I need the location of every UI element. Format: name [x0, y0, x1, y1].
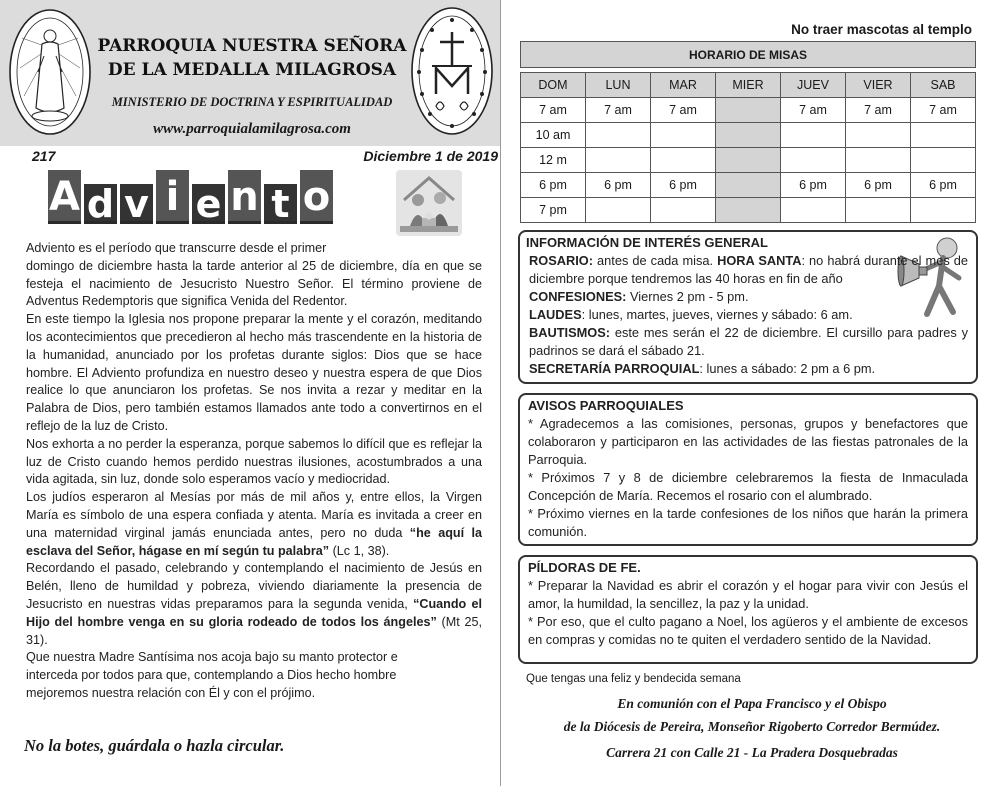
info-label: CONFESIONES: [529, 289, 627, 304]
parish-title-line2: DE LA MEDALLA MILAGROSA [107, 60, 397, 80]
notice-item: * Próximos 7 y 8 de diciembre celebraremos la fiesta de Inmaculada Concepción de María. Recemos el rosario con el alumbrado. [528, 470, 968, 503]
communion-line: En comunión con el Papa Francisco y el Obispo [617, 696, 887, 711]
scripture-reference: (Mt 25, 31). [26, 614, 482, 647]
table-row [521, 148, 976, 173]
table-cell [781, 198, 846, 223]
table-cell: 6 pm [911, 173, 976, 198]
ministry-name: MINISTERIO DE DOCTRINA Y ESPIRITUALIDAD [111, 95, 393, 109]
table-cell [846, 198, 911, 223]
faith-pills-title: PÍLDORAS DE FE. [528, 560, 641, 575]
table-cell [716, 123, 781, 148]
communion-line: de la Diócesis de Pereira, Monseñor Rigoberto Corredor Bermúdez. [563, 719, 941, 734]
pets-notice: No traer mascotas al templo [791, 22, 972, 37]
article-paragraph: En este tiempo la Iglesia nos propone preparar la mente y el corazón, meditando los acontecimientos que precedieron al hecho más trascendente en la historia de la humanidad, anunciado por los profetas durante siglos: Dios que se hace hombre. El Adviento profundiza en nuestro deseo y nuestra espera de que Dios realice lo que anunciaron los profetas. Se nos invita a rezar y meditar en la Palabra de Dios, pero también estamos llamados ante todo a convertirnos en el reflejo de la luz de Cristo. [26, 312, 482, 433]
day-header: MIER [716, 73, 781, 98]
parish-address: Carrera 21 con Calle 21 - La Pradera Dosquebradas [606, 745, 898, 760]
table-cell: 7 am [846, 98, 911, 123]
article-paragraph [26, 489, 482, 560]
scripture-quote: “he aquí la esclava del Señor, hágase en mí según tu palabra” [26, 525, 482, 558]
advent-letter: i [156, 170, 189, 224]
info-text: : lunes a sábado: 2 pm a 6 pm. [699, 361, 876, 376]
advent-letter: t [264, 184, 297, 224]
parish-notices-title: AVISOS PARROQUIALES [528, 398, 684, 413]
article-paragraph: Nos exhorta a no perder la esperanza, porque sabemos lo difícil que es reflejar la luz de Cristo cuando hemos perdido nuestras ilusiones, acostumbrados a una vida agitada, sin luz, donde solo esperamos vacío y mediocridad. [26, 436, 482, 487]
table-cell [781, 148, 846, 173]
communion-statement [504, 692, 1000, 738]
info-laudes [526, 306, 968, 324]
weekly-wish: Que tengas una feliz y bendecida semana [526, 673, 741, 685]
article-paragraph: interceda por todos para que, contemplando a Dios hecho hombre [26, 668, 397, 683]
masthead [0, 0, 500, 146]
table-cell [911, 198, 976, 223]
day-header: JUEV [781, 73, 846, 98]
virgin-mary-medal-icon [8, 8, 92, 136]
info-text: Viernes 2 pm - 5 pm. [626, 289, 749, 304]
advent-title [48, 170, 333, 224]
issue-number: 217 [32, 148, 56, 164]
faith-pill-item: * Por eso, que el culto pagano a Noel, los agüeros y el ambiente de excesos en compras y comidas no te quiten el verdadero sentido de la Navidad. [528, 614, 968, 647]
info-text: antes de cada misa. [593, 253, 718, 268]
table-cell [911, 123, 976, 148]
scripture-quote: “Cuando el Hijo del hombre venga en su gloria rodeado de todos los ángeles” [26, 596, 483, 629]
table-cell [716, 98, 781, 123]
info-label: SECRETARÍA PARROQUIAL [529, 361, 700, 376]
general-info-title: INFORMACIÓN DE INTERÉS GENERAL [526, 235, 768, 250]
article-paragraph [26, 560, 482, 649]
table-cell: 6 pm [586, 173, 651, 198]
table-cell [846, 148, 911, 173]
nativity-scene-icon [396, 170, 462, 236]
article-text: Los judíos esperaron al Mesías por más de mil años y, entre ellos, la Virgen María es símbolo de una espera confiada y atenta. María es invitada a creer en una maternidad virginal jamás enunciada antes, pero no duda [26, 490, 482, 540]
advent-letter: o [300, 170, 333, 224]
info-text: : lunes, martes, jueves, viernes y sábado: 6 am. [581, 307, 853, 322]
table-cell: 7 am [521, 98, 586, 123]
info-label: HORA SANTA [717, 253, 802, 268]
table-cell: 7 am [911, 98, 976, 123]
table-row [521, 173, 976, 198]
parish-title [96, 34, 408, 82]
info-rosario [526, 252, 968, 288]
table-cell [586, 148, 651, 173]
notice-item: * Próximo viernes en la tarde confesiones de los niños que harán la primera comunión. [528, 506, 968, 539]
table-row [521, 123, 976, 148]
miraculous-medal-reverse-icon [410, 6, 494, 136]
advent-letter: v [120, 184, 153, 224]
article-paragraph: mejoremos nuestra relación con Él y con el prójimo. [26, 685, 316, 700]
closing-note: No la botes, guárdala o hazla circular. [24, 736, 285, 755]
day-header: DOM [521, 73, 586, 98]
day-header: MAR [651, 73, 716, 98]
table-cell: 7 pm [521, 198, 586, 223]
parish-title-line1: PARROQUIA NUESTRA SEÑORA [97, 36, 407, 56]
table-row [521, 98, 976, 123]
advent-letter: n [228, 170, 261, 224]
article-paragraph: Adviento es el período que transcurre desde el primer [26, 241, 327, 255]
parish-notices-box [518, 393, 978, 546]
info-confesiones [526, 288, 968, 306]
article-paragraph: Que nuestra Madre Santísima nos acoja bajo su manto protector e [26, 650, 398, 665]
table-cell: 7 am [586, 98, 651, 123]
table-cell: 6 pm [846, 173, 911, 198]
table-cell: 7 am [781, 98, 846, 123]
website-url: www.parroquialamilagrosa.com [153, 121, 351, 137]
table-cell: 6 pm [521, 173, 586, 198]
general-info-box [518, 230, 978, 384]
advent-letter: A [48, 170, 81, 224]
table-cell [846, 123, 911, 148]
mass-schedule-table [520, 41, 976, 223]
page-fold [500, 0, 501, 786]
advent-letter: e [192, 184, 225, 224]
table-cell [651, 148, 716, 173]
advent-letter: d [84, 184, 117, 224]
table-cell [651, 198, 716, 223]
table-cell [911, 148, 976, 173]
table-cell [716, 148, 781, 173]
info-bautismos [526, 324, 968, 360]
notice-item: * Agradecemos a las comisiones, personas, grupos y benefactores que colaboraron y participaron en las actividades de las fiestas patronales de la Parroquia. [528, 416, 968, 467]
table-cell: 6 pm [651, 173, 716, 198]
article-text: Recordando el pasado, celebrando y contemplando el nacimiento de Jesús en Belén, lleno de humildad y pobreza, viviendo diariamente la presencia de Jesucristo en nuestras vidas preparamos para la segunda venida, [26, 561, 482, 611]
table-row [521, 198, 976, 223]
info-text: : no habrá durante el mes de diciembre porque tendremos las 40 horas en fin de año [529, 253, 968, 286]
info-text: este mes serán el 22 de diciembre. El cursillo para padres y padrinos se dará el sábado 21. [529, 325, 968, 358]
faith-pill-item: * Preparar la Navidad es abrir el corazón y el hogar para vivir con Jesús el amor, la humildad, la sencillez, la paz y la unidad. [528, 578, 968, 611]
day-header: VIER [846, 73, 911, 98]
table-cell: 12 m [521, 148, 586, 173]
day-header: SAB [911, 73, 976, 98]
info-label: BAUTISMOS: [529, 325, 611, 340]
table-cell [651, 123, 716, 148]
table-header-row [521, 73, 976, 98]
advent-article [26, 240, 482, 703]
table-cell: 6 pm [781, 173, 846, 198]
day-header: LUN [586, 73, 651, 98]
scripture-reference: (Lc 1, 38). [329, 543, 390, 558]
article-paragraph: domingo de diciembre hasta la tarde anterior al 25 de diciembre, día en que se festeja el nacimiento de Jesucristo Nuestro Señor. El término proviene de Adventus Redemptoris que significa Venida del Redentor. [26, 258, 482, 309]
info-label: LAUDES [529, 307, 582, 322]
faith-pills-box [518, 555, 978, 664]
info-secretaria [526, 360, 968, 378]
table-cell [716, 198, 781, 223]
table-cell: 10 am [521, 123, 586, 148]
table-cell [586, 198, 651, 223]
table-cell [716, 173, 781, 198]
info-label: ROSARIO: [529, 253, 593, 268]
table-cell [586, 123, 651, 148]
table-cell [781, 123, 846, 148]
issue-date: Diciembre 1 de 2019 [363, 148, 498, 164]
mass-schedule-title: HORARIO DE MISAS [521, 42, 976, 68]
table-cell: 7 am [651, 98, 716, 123]
